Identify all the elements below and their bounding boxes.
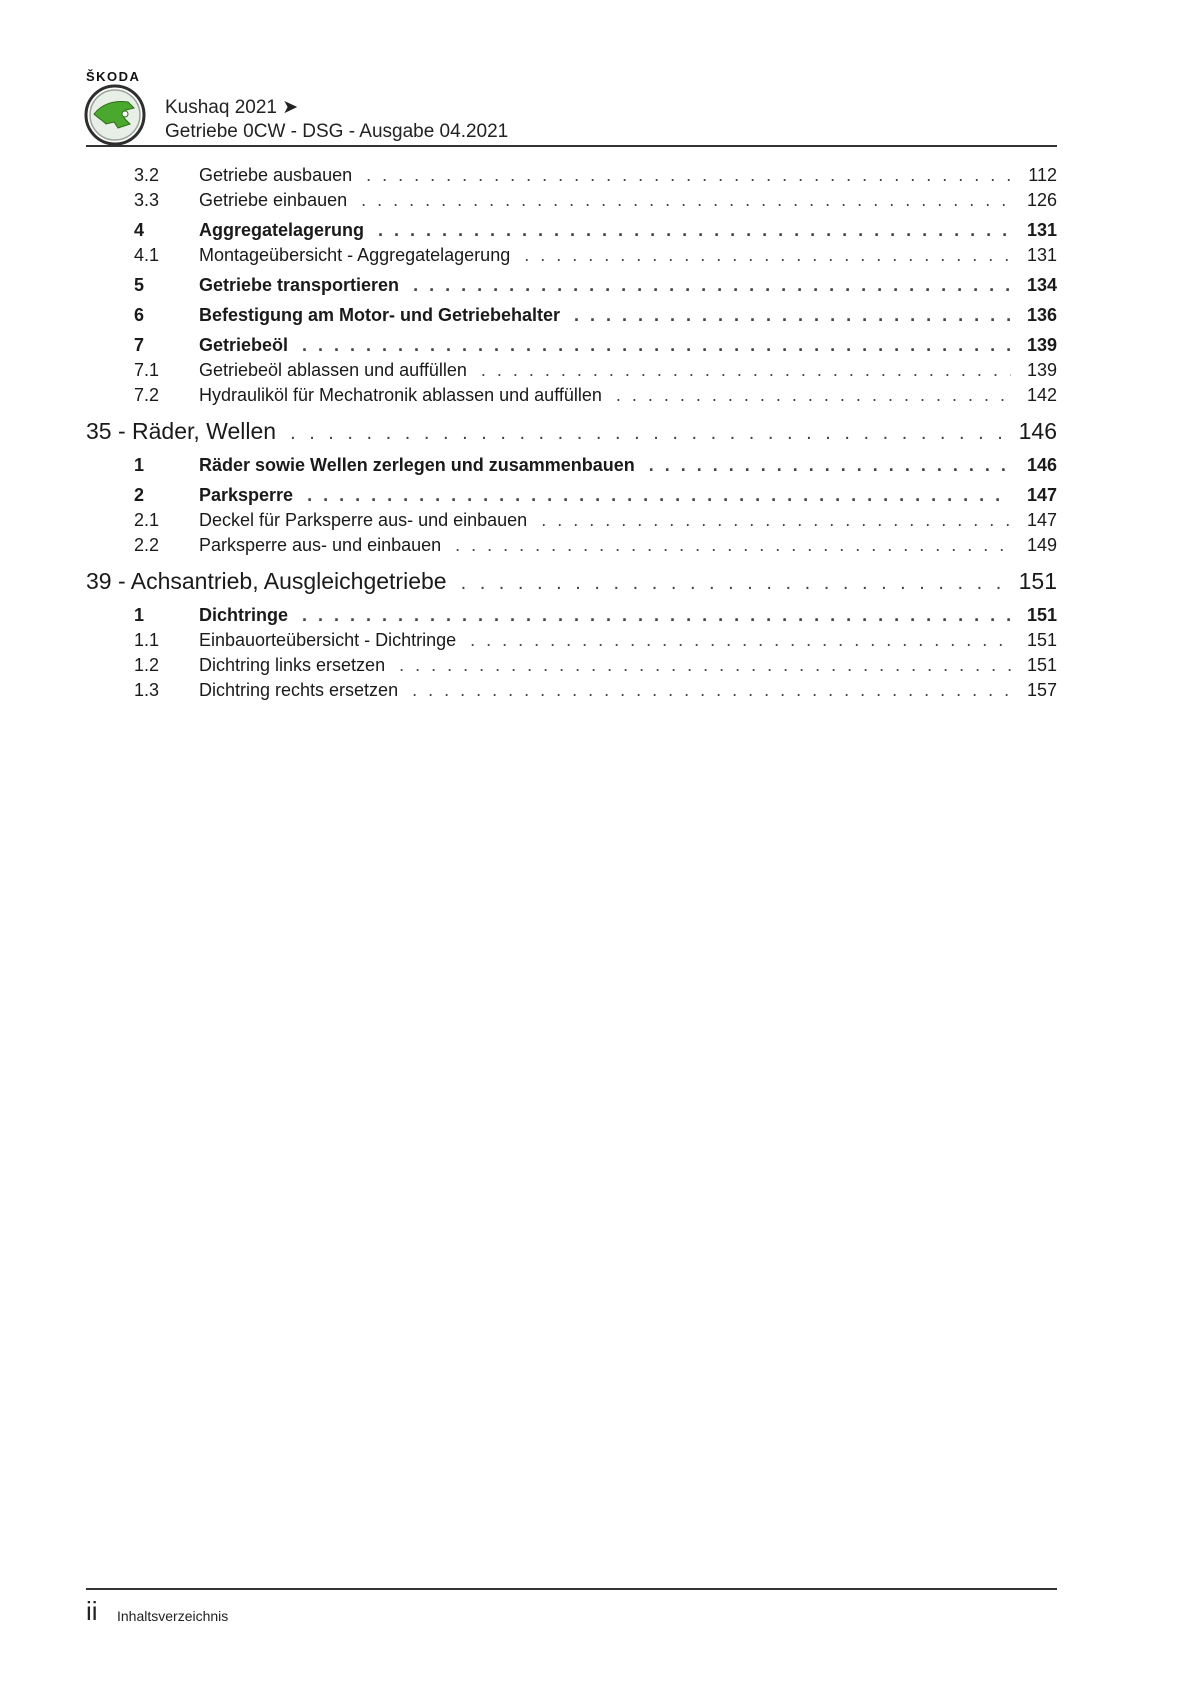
toc-leader-dots xyxy=(649,455,1011,476)
toc-entry-title: 39 - Achsantrieb, Ausgleichgetriebe xyxy=(86,568,447,594)
toc-entry-page: 134 xyxy=(1026,275,1057,295)
toc-entry[interactable] xyxy=(86,655,1057,680)
toc-entry[interactable] xyxy=(86,455,1057,480)
toc-entry-page: 147 xyxy=(1026,485,1057,505)
toc-entry[interactable] xyxy=(86,680,1057,705)
toc-entry[interactable] xyxy=(86,605,1057,630)
toc-entry-number: 7.1 xyxy=(134,360,160,380)
brand-wordmark: ŠKODA xyxy=(86,69,141,84)
toc-entry-title: 35 - Räder, Wellen xyxy=(86,418,277,444)
table-of-contents xyxy=(86,165,1057,705)
toc-entry-number: 7 xyxy=(134,335,145,355)
footer-rule xyxy=(86,1588,1057,1590)
toc-entry-page: 126 xyxy=(1026,190,1057,210)
toc-entry[interactable] xyxy=(86,220,1057,245)
skoda-logo-icon xyxy=(84,84,146,146)
toc-entry-title: Parksperre xyxy=(199,485,294,505)
header-rule xyxy=(86,145,1057,147)
toc-entry-number: 2.1 xyxy=(134,510,160,530)
toc-leader-dots xyxy=(524,245,1011,266)
toc-entry[interactable] xyxy=(86,630,1057,655)
toc-entry-title: Deckel für Parksperre aus- und einbauen xyxy=(199,510,528,530)
toc-entry-number: 3.2 xyxy=(134,165,160,185)
toc-entry-number: 1.3 xyxy=(134,680,160,700)
toc-entry-title: Aggregatelagerung xyxy=(199,220,365,240)
toc-leader-dots xyxy=(302,605,1011,626)
toc-entry-title: Dichtringe xyxy=(199,605,289,625)
toc-leader-dots xyxy=(290,422,1009,445)
toc-entry-title: Getriebe einbauen xyxy=(199,190,348,210)
toc-leader-dots xyxy=(470,630,1011,651)
toc-entry-title: Dichtring rechts ersetzen xyxy=(199,680,399,700)
footer-label: Inhaltsverzeichnis xyxy=(117,1608,229,1624)
toc-entry-title: Montageübersicht - Aggregatelagerung xyxy=(199,245,511,265)
footer-page-number: ii xyxy=(86,1596,98,1626)
toc-entry-page: 112 xyxy=(1028,165,1057,185)
toc-entry-title: Räder sowie Wellen zerlegen und zusammenbauen xyxy=(199,455,635,475)
toc-entry-page: 149 xyxy=(1026,535,1057,555)
toc-entry[interactable] xyxy=(86,190,1057,215)
toc-entry[interactable] xyxy=(86,305,1057,330)
toc-entry-title: Getriebeöl xyxy=(199,335,289,355)
toc-leader-dots xyxy=(307,485,1011,506)
toc-entry[interactable] xyxy=(86,535,1057,560)
toc-leader-dots xyxy=(302,335,1011,356)
toc-entry-number: 1.1 xyxy=(134,630,160,650)
toc-entry[interactable] xyxy=(86,245,1057,270)
toc-entry-title: Hydrauliköl für Mechatronik ablassen und auffüllen xyxy=(199,385,602,405)
toc-entry-title: Einbauorteübersicht - Dichtringe xyxy=(199,630,457,650)
toc-entry-page: 151 xyxy=(1026,630,1057,650)
toc-entry[interactable] xyxy=(86,568,1057,600)
toc-leader-dots xyxy=(361,190,1011,211)
toc-entry-number: 2 xyxy=(134,485,145,505)
toc-entry-page: 151 xyxy=(1026,655,1057,675)
toc-leader-dots xyxy=(378,220,1011,241)
toc-leader-dots xyxy=(399,655,1011,676)
header-model: Kushaq 2021 ➤ xyxy=(165,97,299,118)
toc-entry[interactable] xyxy=(86,418,1057,450)
toc-leader-dots xyxy=(616,385,1011,406)
toc-entry[interactable] xyxy=(86,360,1057,385)
toc-leader-dots xyxy=(455,535,1011,556)
toc-leader-dots xyxy=(413,275,1011,296)
toc-leader-dots xyxy=(481,360,1011,381)
toc-leader-dots xyxy=(574,305,1011,326)
toc-entry-page: 142 xyxy=(1026,385,1057,405)
toc-entry-number: 2.2 xyxy=(134,535,160,555)
toc-entry-page: 139 xyxy=(1026,360,1057,380)
toc-entry-number: 7.2 xyxy=(134,385,160,405)
toc-entry-page: 136 xyxy=(1026,305,1057,325)
toc-entry-title: Getriebe transportieren xyxy=(199,275,400,295)
toc-leader-dots xyxy=(541,510,1011,531)
toc-entry[interactable] xyxy=(86,165,1057,190)
toc-entry-page: 157 xyxy=(1026,680,1057,700)
toc-entry-number: 1.2 xyxy=(134,655,160,675)
toc-leader-dots xyxy=(461,572,1009,595)
toc-entry-number: 5 xyxy=(134,275,145,295)
toc-entry-number: 4.1 xyxy=(134,245,160,265)
toc-entry-page: 151 xyxy=(1026,605,1057,625)
toc-entry[interactable] xyxy=(86,335,1057,360)
toc-entry-page: 139 xyxy=(1026,335,1057,355)
toc-leader-dots xyxy=(366,165,1011,186)
toc-entry-number: 6 xyxy=(134,305,145,325)
toc-entry-page: 147 xyxy=(1026,510,1057,530)
toc-entry-title: Getriebeöl ablassen und auffüllen xyxy=(199,360,467,380)
toc-entry-page: 131 xyxy=(1026,220,1057,240)
toc-entry-page: 151 xyxy=(1018,568,1057,594)
toc-leader-dots xyxy=(412,680,1011,701)
toc-entry[interactable] xyxy=(86,485,1057,510)
header-subtitle: Getriebe 0CW - DSG - Ausgabe 04.2021 xyxy=(165,121,509,142)
toc-entry-title: Dichtring links ersetzen xyxy=(199,655,386,675)
toc-entry-number: 1 xyxy=(134,455,145,475)
toc-entry-number: 4 xyxy=(134,220,145,240)
toc-entry-title: Befestigung am Motor- und Getriebehalter xyxy=(199,305,561,325)
toc-entry[interactable] xyxy=(86,385,1057,410)
toc-entry[interactable] xyxy=(86,275,1057,300)
toc-entry-title: Getriebe ausbauen xyxy=(199,165,353,185)
toc-entry-page: 131 xyxy=(1026,245,1057,265)
toc-entry-number: 1 xyxy=(134,605,145,625)
toc-entry[interactable] xyxy=(86,510,1057,535)
toc-entry-title: Parksperre aus- und einbauen xyxy=(199,535,442,555)
toc-entry-page: 146 xyxy=(1018,418,1057,444)
toc-entry-page: 146 xyxy=(1026,455,1057,475)
toc-entry-number: 3.3 xyxy=(134,190,160,210)
